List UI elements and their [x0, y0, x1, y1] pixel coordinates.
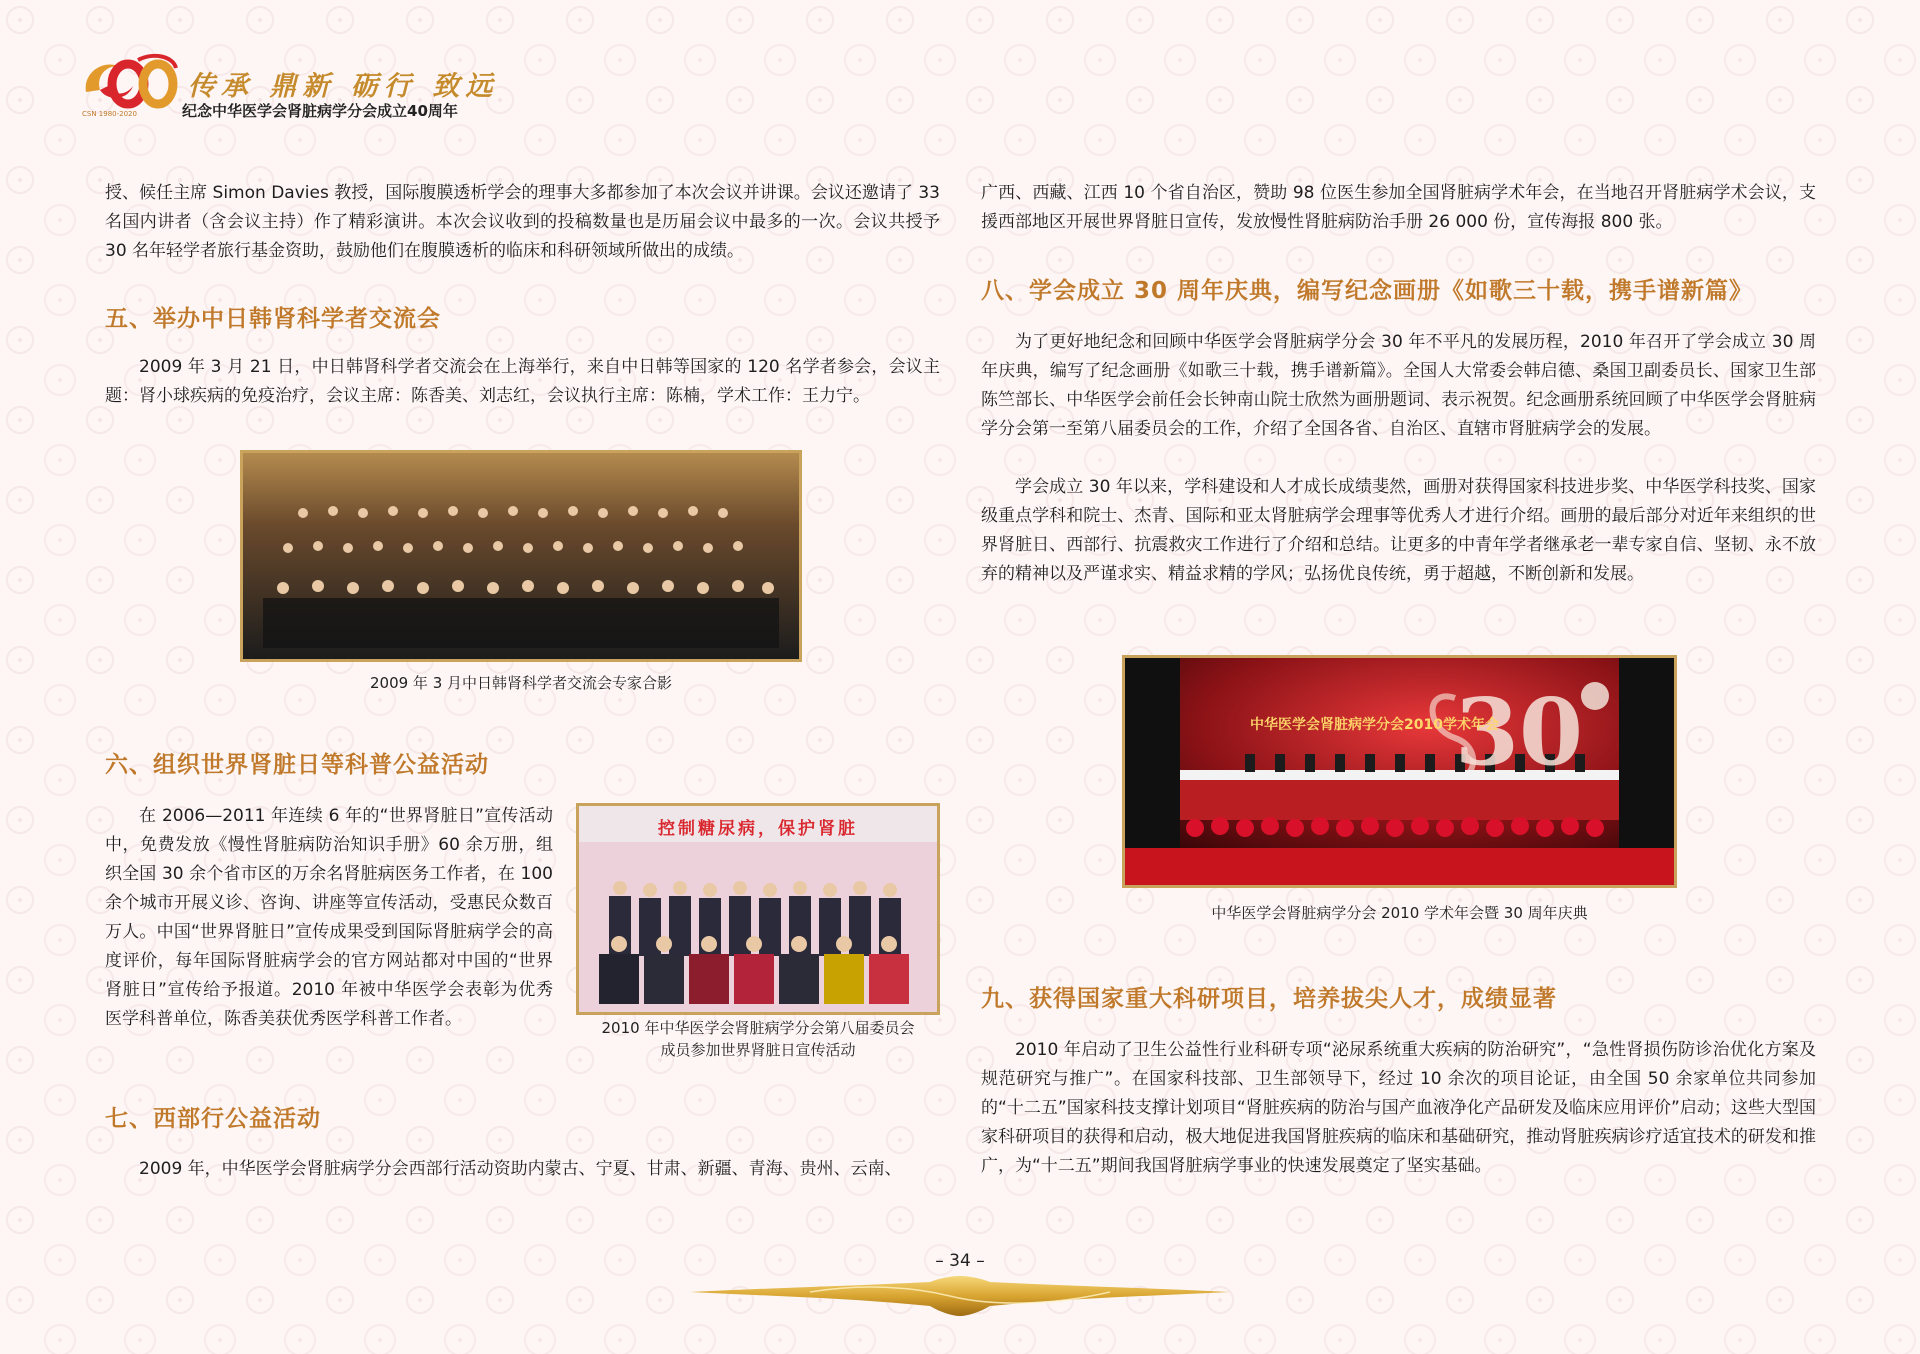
section8-paragraph1: 为了更好地纪念和回顾中华医学会肾脏病学分会 30 年不平凡的发展历程，2010 年召开了学会成立 30 周年庆典，编写了纪念画册《如歌三十载，携手谱新篇》。全国人大常委会韩启德、桑国卫副委员长、国家卫生部陈竺部长、中华医学会前任会长钟南山院士欣然为画册题词、表示祝贺。纪念画册系统回顾了中华医学会肾脏病学分会第一至第八届委员会的工作，介绍了全国各省、自治区、直辖市肾脏病学会的发展。 [981, 332, 1816, 439]
section5-heading: 五、举办中日韩肾科学者交流会 [105, 306, 441, 332]
section7-paragraph: 2009 年，中华医学会肾脏病学分会西部行活动资助内蒙古、宁夏、甘肃、新疆、青海、贵州、云南、 [139, 1159, 902, 1179]
group-photo-icon [579, 806, 937, 1012]
section8-photo-caption: 中华医学会肾脏病学分会 2010 学术年会暨 30 周年庆典 [1211, 904, 1588, 922]
section6-heading: 六、组织世界肾脏日等科普公益活动 [105, 752, 489, 778]
gold-ribbon-icon [690, 1276, 1230, 1316]
stage-photo-icon [1125, 658, 1674, 885]
section5-paragraph: 2009 年 3 月 21 日，中日韩肾科学者交流会在上海举行，来自中日韩等国家的 120 名学者参会，会议主题：肾小球疾病的免疫治疗，会议主席：陈香美、刘志红，会议执行主席：陈楠，学术工作：王力宁。 [105, 357, 940, 406]
section6-paragraph: 在 2006—2011 年连续 6 年的“世界肾脏日”宣传活动中，免费发放《慢性肾脏病防治知识手册》60 余万册，组织全国 30 余个省市区的万余名肾脏病医务工作者，在 100 余个城市开展义诊、咨询、讲座等宣传活动，受惠民众数百万人。中国“世界肾脏日”宣传成果受到国际肾脏病学会的高度评价，每年国际肾脏病学会的官方网站都对中国的“世界肾脏日”宣传给予报道。2010 年被中华医学会表彰为优秀医学科普单位，陈香美获优秀医学科普工作者。 [105, 806, 553, 1029]
section6-photo-caption-line2: 成员参加世界肾脏日宣传活动 [660, 1041, 856, 1059]
group-photo-cjk-exchange [240, 450, 802, 662]
section9-paragraph: 2010 年启动了卫生公益性行业科研专项“泌尿系统重大疾病的防治研究”，“急性肾损伤防诊治优化方案及规范研究与推广”。在国家科技部、卫生部领导下，经过 10 余次的项目论证，由全国 50 余家单位共同参加的“十二五”国家科技支撑计划项目“肾脏疾病的防治与国产血液净化产品研发及临床应用评价”启动；这些大型国家科研项目的获得和启动，极大地促进我国肾脏疾病的临床和基础研究，推动肾脏疾病诊疗适宜技术的研发和推广，为“十二五”期间我国肾脏病学事业的快速发展奠定了坚实基础。 [981, 1040, 1816, 1176]
right-intro-paragraph: 广西、西藏、江西 10 个省自治区，赞助 98 位医生参加全国肾脏病学术年会，在当地召开肾脏病学术会议，支援西部地区开展世界肾脏日宣传，发放慢性肾脏病防治手册 26 000 份，宣传海报 800 张。 [981, 183, 1816, 232]
left-intro-paragraph: 授、候任主席 Simon Davies 教授，国际腹膜透析学会的理事大多都参加了本次会议并讲课。会议还邀请了 33 名国内讲者（含会议主持）作了精彩演讲。本次会议收到的投稿数量也是历届会议中最多的一次。会议共授予 30 名年轻学者旅行基金资助，鼓励他们在腹膜透析的临床和科研领域所做出的成绩。 [105, 183, 940, 261]
section9-heading: 九、获得国家重大科研项目，培养拔尖人才，成绩显著 [981, 986, 1557, 1012]
photo-number-text: 30 [1455, 678, 1584, 786]
photo-banner-text: 控制糖尿病，保护肾脏 [658, 819, 858, 839]
group-photo-icon [243, 453, 799, 659]
section8-paragraph2: 学会成立 30 年以来，学科建设和人才成长成绩斐然，画册对获得国家科技进步奖、中华医学科技奖、国家级重点学科和院士、杰青、国际和亚太肾脏病学会理事等优秀人才进行介绍。画册的最后部分对近年来组织的世界肾脏日、西部行、抗震救灾工作进行了介绍和总结。让更多的中青年学者继承老一辈专家自信、坚韧、永不放弃的精神以及严谨求实、精益求精的学风；弘扬优良传统，勇于超越，不断创新和发展。 [981, 477, 1816, 584]
logo-caption: CSN 1980-2020 [82, 110, 137, 118]
world-kidney-day-photo [576, 803, 940, 1015]
header-subtitle: 纪念中华医学会肾脏病学分会成立40周年 [182, 102, 458, 120]
page-number: – 34 – [935, 1251, 985, 1271]
header-slogan: 传承 鼎新 砺行 致远 [188, 71, 499, 102]
section6-photo-caption-line1: 2010 年中华医学会肾脏病学分会第八届委员会 [601, 1019, 915, 1037]
section8-heading: 八、学会成立 30 周年庆典，编写纪念画册《如歌三十载，携手谱新篇》 [981, 278, 1754, 304]
anniversary-celebration-photo [1122, 655, 1677, 888]
section7-heading: 七、西部行公益活动 [105, 1106, 321, 1132]
photo-banner-text: 中华医学会肾脏病学分会2010学术年会 [1250, 717, 1499, 733]
footer-ornament [690, 1276, 1230, 1316]
section5-photo-caption: 2009 年 3 月中日韩肾科学者交流会专家合影 [369, 674, 673, 692]
